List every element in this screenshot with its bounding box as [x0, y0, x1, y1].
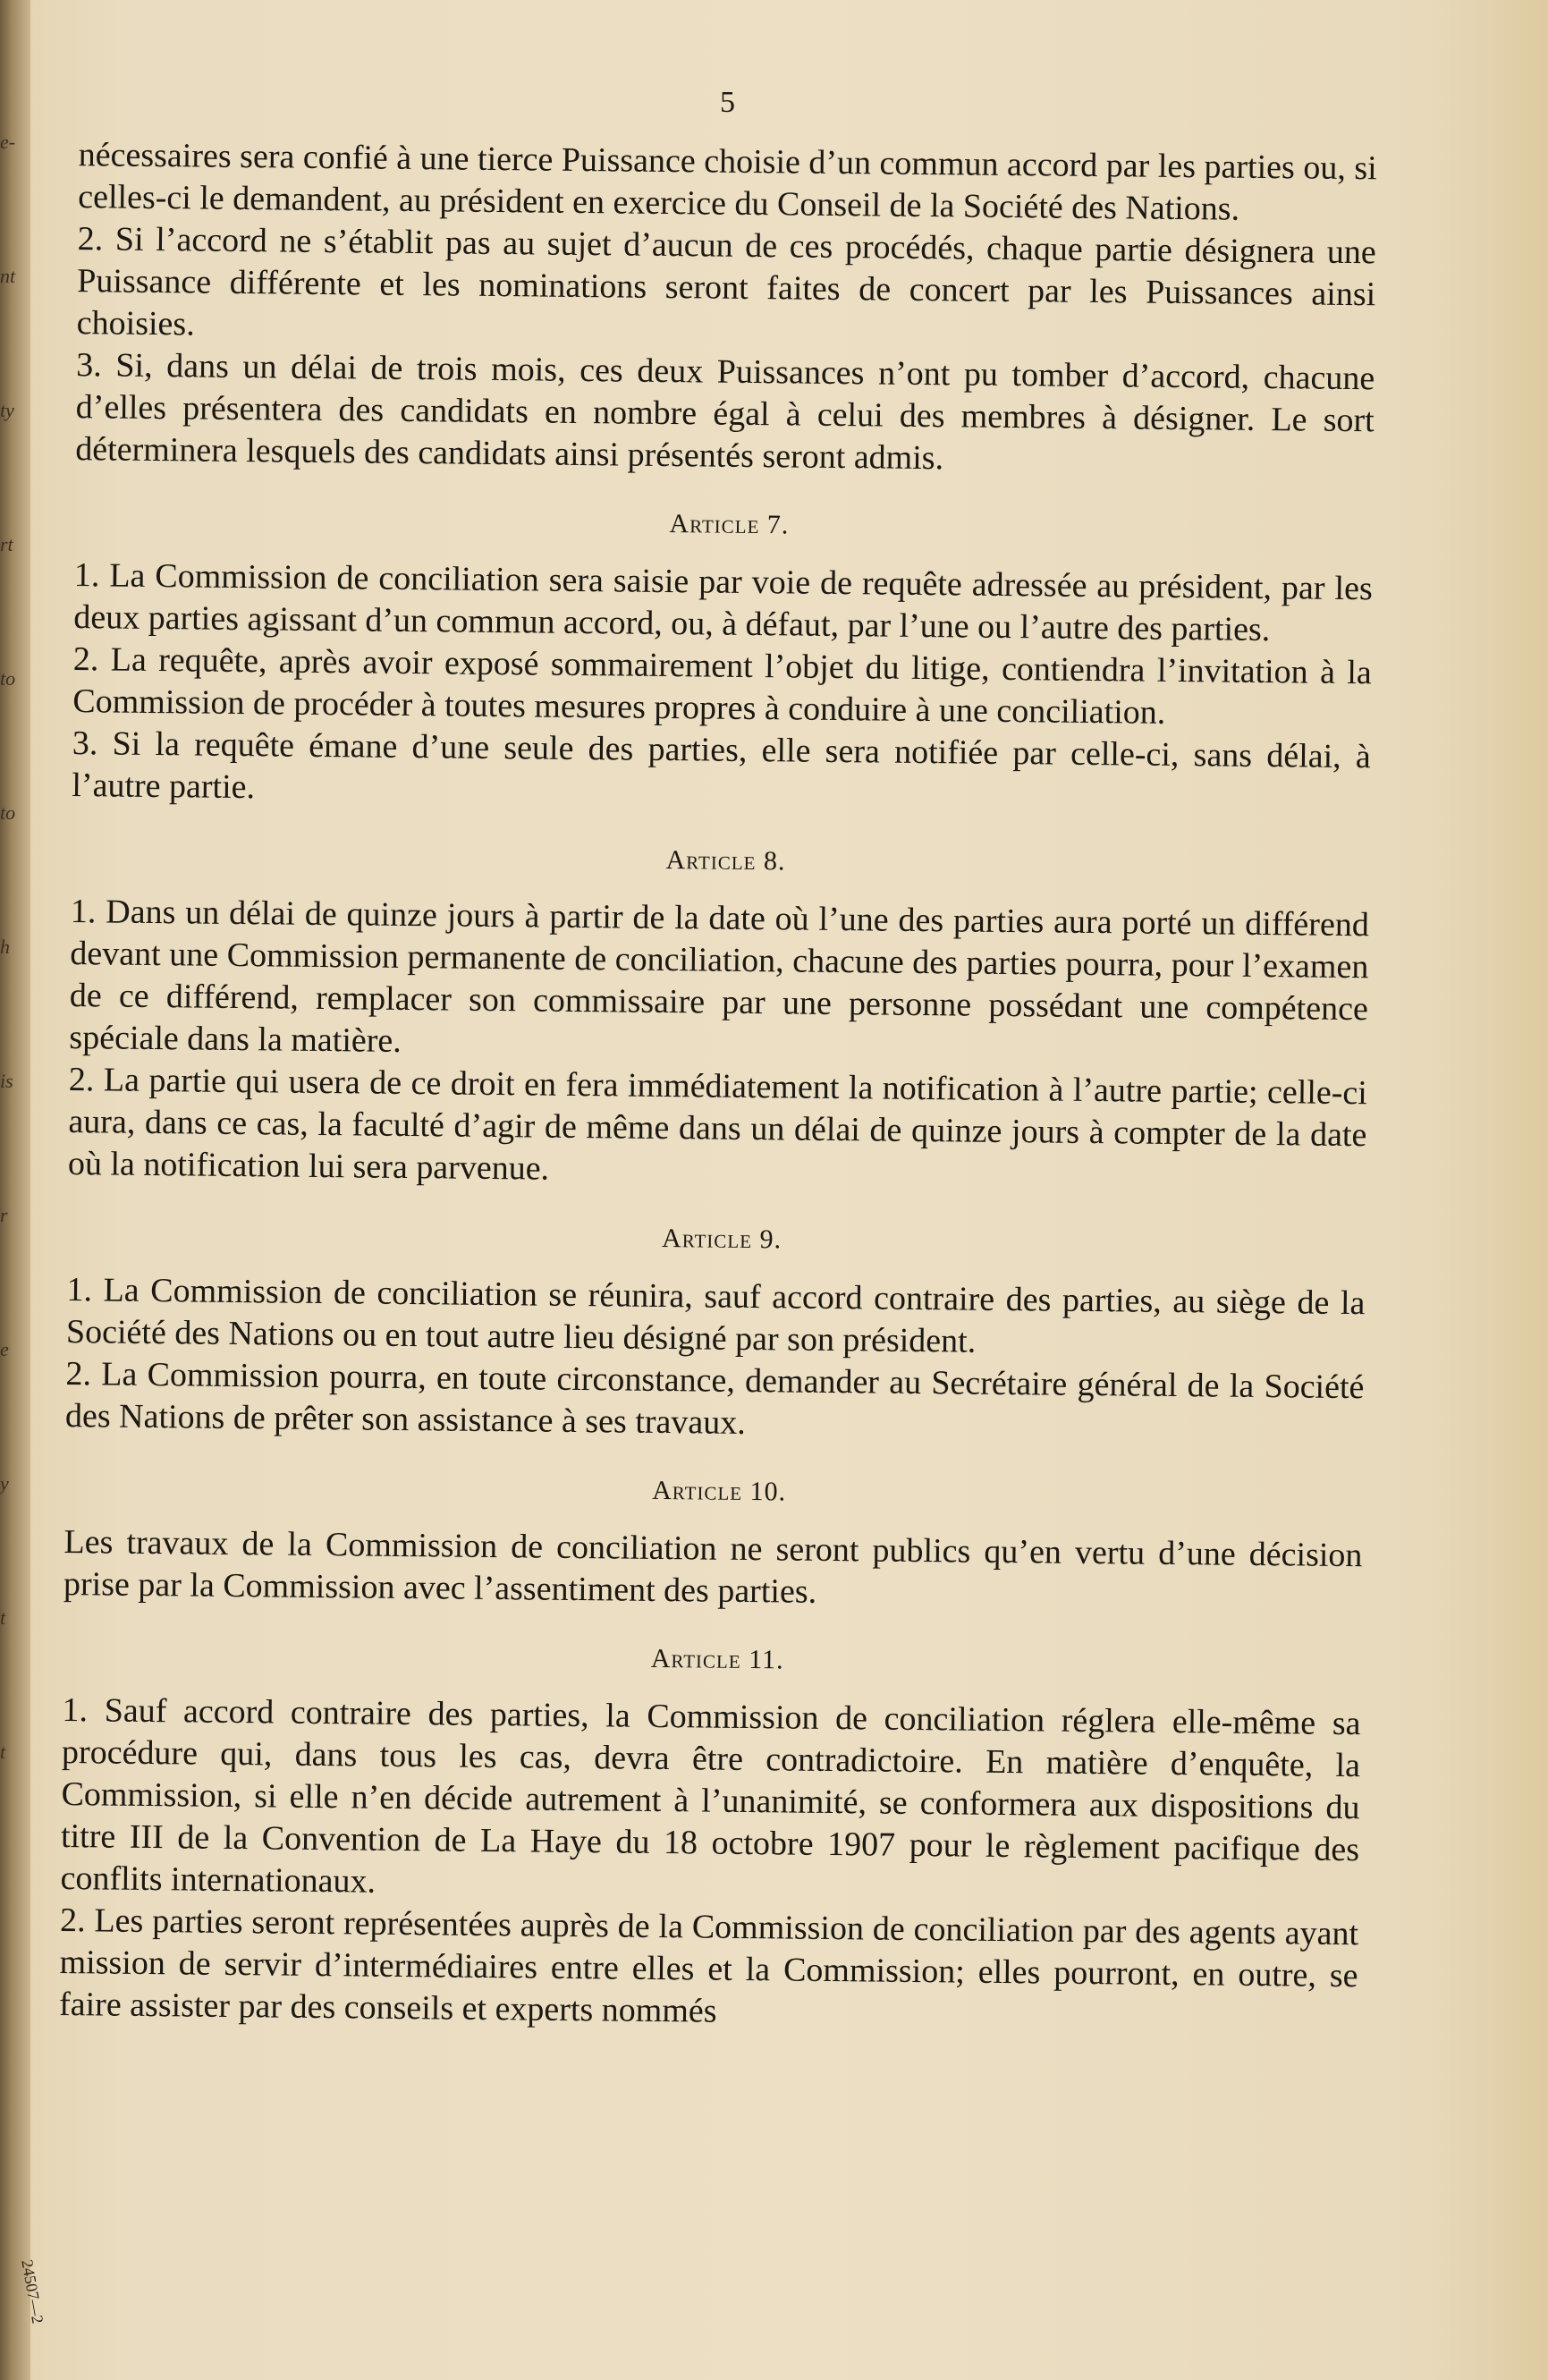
paragraph: 2. Si l’accord ne s’établit pas au sujet d’aucun de ces procédés, chaque partie désignera une Puissance différente et les nominations seront faites de concert par les Puissances ainsi choisies.	[76, 220, 1376, 343]
gutter-fragment: nt	[0, 265, 16, 287]
article-heading: Article 11.	[650, 1643, 784, 1675]
gutter-fragment: h	[0, 936, 10, 958]
article-heading: Article 10.	[652, 1475, 787, 1507]
article-heading: Article 7.	[669, 509, 790, 540]
article-heading: Article 9.	[661, 1223, 782, 1255]
gutter-fragment: r	[0, 1204, 8, 1226]
gutter-fragment: ty	[0, 399, 14, 421]
gutter-fragment: e	[0, 1338, 9, 1360]
gutter-fragments	[0, 89, 32, 1834]
paragraph: 1. Sauf accord contraire des parties, la Commission de conciliation réglera elle-même sa procédure qui, dans tous les cas, devra être contradictoire. En matière d’enquête, la Commission, si elle n’en décide autrement à l’unanimité, se conformera aux dispositions du titre III de la Convention de La Haye du 18 octobre 1907 pour le règlement pacifique des conflits internationaux.	[60, 1690, 1361, 1901]
paragraph: 3. Si, dans un délai de trois mois, ces deux Puissances n’ont pu tomber d’accord, chacune d’elles présentera des candidats en nombre égal à celui des membres à désigner. Le sort déterminera lesquels des candidats ainsi présentés seront admis.	[75, 346, 1375, 478]
paragraph: 2. Les parties seront représentées auprès de la Commission de conciliation par des agents ayant mission de servir d’intermédiaires entre elles et la Commission; elles pourront, en outre, se faire assister par des conseils et experts nommés	[58, 1901, 1359, 2030]
gutter-fragment: to	[0, 667, 16, 690]
document-body	[52, 134, 1395, 2039]
gutter-fragment: y	[0, 1472, 9, 1495]
gutter-fragment: rt	[0, 533, 13, 555]
paragraph: 2. La requête, après avoir exposé sommairement l’objet du litige, contiendra l’invitation à la Commission de procéder à toutes mesures propres à conduire à une conciliation.	[72, 640, 1372, 732]
paragraph: 1. La Commission de conciliation sera saisie par voie de requête adressée au président, par les deux parties agissant d’un commun accord, ou, à défaut, par l’une ou l’autre des parties.	[73, 556, 1373, 649]
paragraph: 2. La Commission pourra, en toute circonstance, demander au Secrétaire général de la Société des Nations de prêter son assistance à ses travaux.	[64, 1355, 1365, 1442]
page-number: 5	[720, 86, 735, 119]
article-heading: Article 8.	[665, 845, 786, 877]
paragraph: 2. La partie qui usera de ce droit en fera immédiatement la notification à l’autre partie; celle-ci aura, dans ce cas, la faculté d’agir de même dans un délai de quinze jours à compter de la date où la notification lui sera parvenue.	[67, 1061, 1368, 1188]
gutter-fragment: to	[0, 801, 16, 824]
printer-code: 24507—2	[18, 2258, 47, 2325]
gutter-fragment: is	[0, 1070, 13, 1092]
gutter-fragment: e-	[0, 131, 16, 153]
paragraph: 1. Dans un délai de quinze jours à partir de la date où l’une des parties aura porté un différend devant une Commission permanente de conciliation, chacune des parties pourra, pour l’examen de ce différend, remplacer son commissaire par une personne possédant une compétence spéciale dans la matière.	[69, 893, 1370, 1060]
paragraph: nécessaires sera confié à une tierce Puissance choisie d’un commun accord par les parties ou, si celles-ci le demandent, au président en exercice du Conseil de la Société des Nations.	[78, 136, 1377, 228]
paragraph: 1. La Commission de conciliation se réunira, sauf accord contraire des parties, au siège de la Société des Nations ou en tout autre lieu désigné par son président.	[65, 1271, 1366, 1360]
paragraph: 3. Si la requête émane d’une seule des parties, elle sera notifiée par celle-ci, sans délai, à l’autre partie.	[72, 724, 1372, 807]
gutter-fragment: t	[0, 1741, 6, 1763]
paragraph: Les travaux de la Commission de conciliation ne seront publics qu’en vertu d’une décision prise par la Commission avec l’assentiment des parties.	[63, 1522, 1363, 1611]
gutter-fragment: t	[0, 1606, 6, 1629]
